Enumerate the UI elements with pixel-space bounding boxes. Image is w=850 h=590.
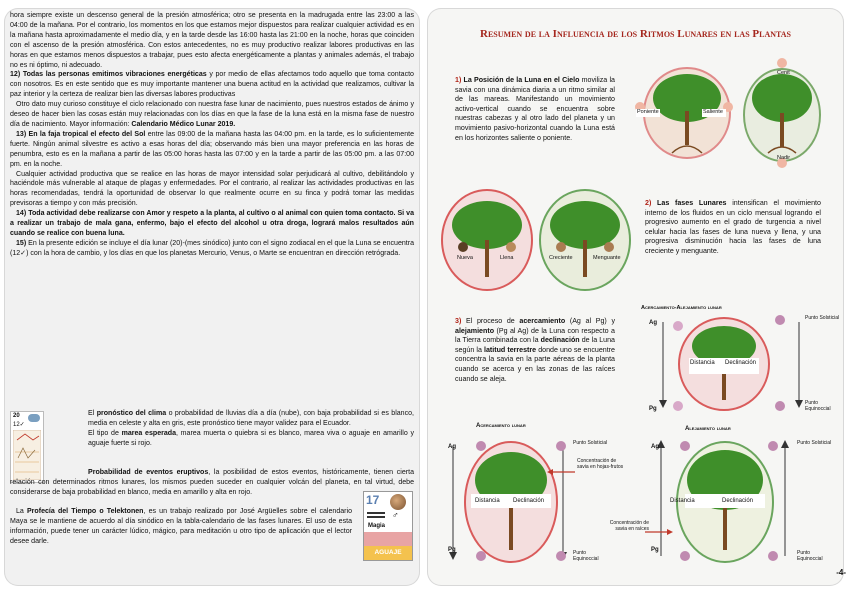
paragraph-telektonen: La Profecía del Tiempo o Telektonen, es un trabajo realizado por José Argüelles sobre el calendario Maya se le mantiene de acuerdo al día sinódico en la tabla-calendario de las fases lunares. El uso de esta información, puede tener un carácter lúdico, mágico, para meditación u otro tipo de aplicación que el lector desee darle. — [10, 508, 352, 545]
maya-bar-icon — [367, 512, 385, 514]
forecast-text — [88, 409, 414, 449]
planet-icon — [390, 494, 406, 510]
telektonen-text — [10, 507, 352, 547]
page-title: Resumen de la Influencia de los Ritmos Lunares en las Plantas — [480, 28, 791, 40]
paragraph-1: hora siempre existe un descenso general de la presión atmosférica; otro se presenta en la madrugada entre las 23:00 a las 04:00 de la mañana. Por el contrario, los momentos en los que estamos mejor dispuestos para realizar cualquier actividad es en la mañana hasta aproximadamente el medio día, y en la tarde desde las 16:00 hasta las 21:00 en la noche, horas que coinciden con el ascenso de la presión atmosférica. Con estos antecedentes, no es muy productivo realizar labores productivas en las horas en que estamos menos dispuestos a trabajar, pues esto afecta energéticamente a plantas y animales además, el trabajo no es ni óptimo, ni adecuado. — [10, 12, 414, 69]
left-page — [4, 8, 420, 586]
eruption-text — [10, 468, 414, 498]
section-2-text: 2) Las fases Lunares intensifican el movimiento interno de los fluidos en un ciclo mensual logrando el progresivo aumento en el grado de turgencia a nivel celular hacia las fases de luna nueva y llena, y una progresiva disminución hacia las fases de luna creciente y menguante. — [645, 199, 821, 255]
left-text-column — [10, 11, 414, 259]
page-number: -4- — [836, 568, 846, 577]
paragraph-climate: El pronóstico del clima o probabilidad de lluvias día a día (nube), con baja probabilidad si es blanco, media en celeste y alta en gris, este pronóstico tiene mayor validez para el Ecuador. — [88, 410, 415, 427]
paragraph-tide: El tipo de marea esperada, marea muerta o quiebra si es blanco, marea viva o aguaje en amarillo y aguaje fuerte si rojo. — [88, 429, 415, 447]
paragraph-14: 14) Toda actividad debe realizarse con Amor y respeto a la planta, al cultivo o al animal con quien toma contacto. Si va a realizar un trabajo de mala gana, enfermo, bajo el efecto del alcohol u otra droga, logrará malos resultados aún cuando se realice con buena luna. — [10, 210, 414, 237]
paragraph-productive: Cualquier actividad productiva que se realice en las horas de mayor intensidad solar perjudicará al cultivo, debilitándolo y haciéndole más vulnerable al ataque de plagas y enfermedades. Por el contrario, al realizar las actividades productivas en las horas recomendadas, tendrá la oportunidad de observar lo que realmente ocurre en su finca y podrá tomar las medidas previsoras a tiempo y con más precisión. — [10, 170, 414, 208]
moon-position-figure — [632, 53, 832, 173]
mars-icon: ♂ — [392, 510, 399, 520]
section-3-text: 3) El proceso de acercamiento (Ag al Pg) y alejamiento (Pg al Ag) de la Luna con respecto a la Tierra combinada con la declinación de la Luna según la latitud terrestre donde uno se encuentre concentra la savia en la parte aéreas de la planta cuando se acerca y en las zonas de las raíces cuando se aleja. — [455, 317, 616, 383]
right-page: Resumen de la Influencia de los Ritmos Lunares en las Plantas 1) La Posición de la Luna en el Cielo moviliza la savia con una dinámica diaria a un ritmo similar al de las mareas. Manifestando un movimiento activo-vertical cuando se encuentra sobre nuestras cabezas y al otro lado del planeta y un movimiento pasivo-horizontal cuando la Luna está en los horizontes saliente o poniente. Poniente Saliente Cenit Nadir Nueva Llena Creciente Menguante 2) Las fases Lunares intensifican el movimiento interno de los fluidos en un ciclo mensual logrando el progresivo aumento en el grado de turgencia a nivel celular hacia las fases de luna nueva y llena, y una progresiva disminución hacia las fases de luna creciente y menguante. 3) El proceso de acercamiento (Ag al Pg) y alejamiento (Pg al Ag) de la Luna con respecto a la Tierra combinada con la declinación de la Luna según la latitud terrestre donde uno se encuentre concentra la savia en la parte aéreas de la planta cuando se acerca y en las zonas de las raíces cuando se aleja. Acercamiento-Alejamiento lunar Ag Pg Distancia Declinación Punto Solsticial Punto Equinoccial Acercamiento lunar Ag Pg Distancia Declinación Punto Solsticial Punto Equinoccial Concentración de savia en hojas-frutos Alejamiento lunar Ag Pg Distancia Declinación Punto Solsticial Punto Equinoccial Concentración de savia en raíces — [427, 8, 844, 586]
maya-day-box: 17 ♂ Magia AGUAJE — [363, 491, 413, 561]
paragraph-12: 12) Todas las personas emitimos vibraciones energéticas y por medio de ellas afectamos todo aquello que toma contacto con nosotros. Es en este sentido que es muy importante mantener una buena actitud en la actividad que realizamos, cultivar la paz interior y la certeza de realizar bien las diversas labores productivas — [10, 71, 414, 99]
calendar-cell-icon: 20 12✓ — [10, 411, 44, 483]
paragraph-eruptions: Probabilidad de eventos eruptivos, la posibilidad de estos eventos, históricamente, tienen cierta relación con determinados ritmos lunares, los mismos pueden suceder en cualquier volcán del planeta, en tal virtud, debe considerarse de baja probabilidad en blanco, media en amarillo y alta en rojo. — [10, 469, 414, 496]
paragraph-13: 13) En la faja tropical el efecto del Sol entre las 09:00 de la mañana hasta las 04:00 pm. en la tarde, es lo suficientemente fuerte. Ningún animal silvestre es activo a esas horas del día; observando más bien una mayor preferencia en las horas de penumbra, esto es en la mañana a partir de las 05:00 horas hasta las 07:00 y en la tarde a partir de las 05:00 pm. a las 07:00 pm. en la noche. — [10, 130, 414, 168]
section-1-text: 1) La Posición de la Luna en el Cielo moviliza la savia con una dinámica diaria a un ritmo similar al de las mareas. Manifestando un movimiento activo-vertical cuando se encuentra sobre nuestras cabezas y al otro lado del planeta y un movimiento pasivo-horizontal cuando la Luna está en los horizontes saliente o poniente. — [455, 76, 615, 142]
paragraph-15: 15) En la presente edición se incluye el día lunar (20)-(mes sinódico) junto con el signo zodiacal en el que la Luna se encuentra (12✓) con la hora de cambio, y los días en que los planetas Mercurio, Venus, o Marte se encuentran en dirección retrógrada. — [10, 239, 415, 257]
cloud-icon — [28, 414, 40, 422]
moon-phases-figure — [437, 185, 637, 295]
paragraph-lunar-birth: Otro dato muy curioso constituye el ciclo relacionado con nuestra fase lunar de nacimiento, pues nuestros estados de ánimo y deseo de hacer bien las cosas están muy relacionadas con los días en que la fase de la luna está en la misma fase de nuestro día de nacimiento. Mayor información: Calendario Médico Lunar 2019. — [10, 101, 414, 128]
